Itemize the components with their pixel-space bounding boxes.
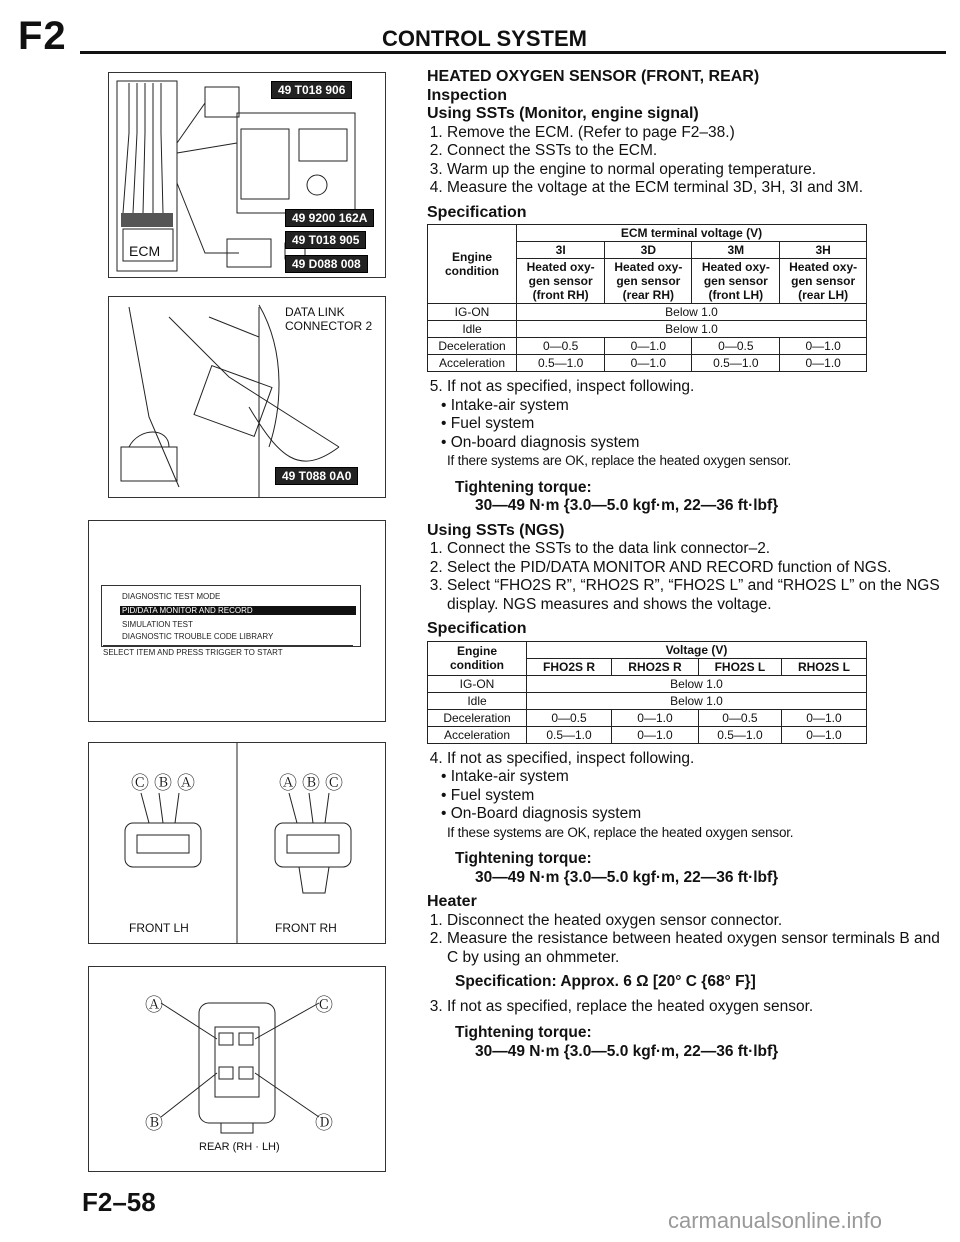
t2-pid: RHO2S R (612, 658, 699, 675)
t1-cell: 0—1.0 (605, 338, 692, 355)
t2-cell: 0.5—1.0 (527, 726, 612, 743)
torque-label: Tightening torque: (455, 1024, 592, 1041)
header-rule (80, 51, 946, 54)
t2-cell: 0—0.5 (527, 709, 612, 726)
bullet: • Intake-air system (453, 397, 947, 416)
page-number: F2–58 (82, 1187, 156, 1217)
t1-group-header: ECM terminal voltage (V) (517, 225, 867, 242)
menu-item-pid-data: PID/DATA MONITOR AND RECORD (120, 606, 356, 615)
bullets1 (427, 397, 947, 453)
heater-step-2: 2. Measure the resistance between heated oxygen sensor terminals B and C by using an ohmmeter. (447, 930, 947, 967)
heater-step-1: 1. Disconnect the heated oxygen sensor connector. (447, 912, 947, 931)
t2-pid: FHO2S L (698, 658, 781, 675)
figure-data-link (108, 296, 386, 498)
t2-cell: 0—1.0 (612, 726, 699, 743)
heater-step3-list (427, 998, 947, 1017)
t1-sensor: Heated oxy-gen sensor (rear LH) (780, 259, 867, 304)
bullets2 (427, 768, 947, 824)
t2-row-label: Deceleration (428, 709, 527, 726)
section-code: F2 (18, 14, 67, 58)
torque-value: 30—49 N·m {3.0—5.0 kgf·m, 22—36 ft·lbf} (475, 1042, 779, 1060)
t1-terminal: 3M (692, 242, 780, 259)
t2-row-label: Idle (428, 692, 527, 709)
torque-value: 30—49 N·m {3.0—5.0 kgf·m, 22—36 ft·lbf} (475, 868, 779, 886)
section-title: HEATED OXYGEN SENSOR (FRONT, REAR) (427, 68, 760, 85)
sst-tag-2: 49 9200 162A (285, 209, 374, 227)
ngs-voltage-table (427, 641, 867, 744)
t2-cell: 0—1.0 (612, 709, 699, 726)
note1: If there systems are OK, replace the heated oxygen sensor. (447, 453, 792, 468)
table-row (428, 355, 867, 372)
rear-pin-a: Ⓐ (145, 995, 163, 1015)
heater-step-3: 3. If not as specified, replace the heated oxygen sensor. (447, 998, 947, 1017)
menu-item-dtc-library: DIAGNOSTIC TROUBLE CODE LIBRARY (122, 632, 274, 641)
front-lh-label: FRONT LH (129, 921, 189, 935)
step2-2: 2. Select the PID/DATA MONITOR AND RECORD function of NGS. (447, 559, 947, 578)
t1-cell: 0.5—1.0 (517, 355, 605, 372)
step5-list (427, 378, 947, 397)
t1-terminal: 3H (780, 242, 867, 259)
ecm-voltage-table (427, 224, 867, 372)
data-link-tag: 49 T088 0A0 (275, 467, 358, 485)
step2-3: 3. Select “FHO2S R”, “RHO2S R”, “FHO2S L” and “RHO2S L” on the NGS display. NGS measures and shows the voltage. (447, 577, 947, 614)
t1-cell: 0.5—1.0 (692, 355, 780, 372)
table-row (428, 675, 867, 692)
t1-cell: Below 1.0 (517, 304, 867, 321)
torque-label: Tightening torque: (455, 478, 592, 496)
figure-ngs-menu (88, 520, 386, 722)
front-rh-pins: Ⓐ Ⓑ Ⓒ (279, 773, 344, 793)
t2-pid: RHO2S L (781, 658, 866, 675)
step1-2: 2. Connect the SSTs to the ECM. (447, 142, 947, 161)
bullet: • Fuel system (453, 787, 947, 806)
note2: If these systems are OK, replace the heated oxygen sensor. (447, 824, 794, 840)
steps2-list (427, 540, 947, 614)
figure-rear-connector (88, 966, 386, 1172)
front-rh-label: FRONT RH (275, 921, 337, 935)
table-row (428, 692, 867, 709)
bullet: • Fuel system (453, 415, 947, 434)
t1-sensor: Heated oxy-gen sensor (front LH) (692, 259, 780, 304)
table-row (428, 726, 867, 743)
menu-item-diagnostic-test: DIAGNOSTIC TEST MODE (122, 592, 221, 601)
step2-1: 1. Connect the SSTs to the data link connector–2. (447, 540, 947, 559)
step5: 5. If not as specified, inspect following. (447, 378, 947, 397)
figure-front-connectors (88, 742, 386, 944)
t2-cell: 0—0.5 (698, 709, 781, 726)
t1-cell: 0—1.0 (780, 355, 867, 372)
bullet: • On-board diagnosis system (453, 434, 947, 453)
t1-row-label: Acceleration (428, 355, 517, 372)
ngs-menu-screen (101, 585, 361, 647)
rear-pin-d: Ⓓ (315, 1113, 333, 1133)
rear-pin-c: Ⓒ (315, 995, 333, 1015)
torque-3 (455, 1024, 947, 1061)
page-title: CONTROL SYSTEM (382, 26, 587, 51)
steps1-list (427, 124, 947, 198)
torque-1 (455, 479, 947, 516)
ecm-label: ECM (129, 243, 161, 259)
t1-cell: 0—0.5 (692, 338, 780, 355)
t2-pid: FHO2S R (527, 658, 612, 675)
front-lh-pins: Ⓒ Ⓑ Ⓐ (131, 773, 196, 793)
t1-terminal: 3D (605, 242, 692, 259)
t2-row-label: Acceleration (428, 726, 527, 743)
t1-row-label: IG-ON (428, 304, 517, 321)
heater-steps (427, 912, 947, 968)
spec-label-1: Specification (427, 203, 527, 221)
menu-item-simulation: SIMULATION TEST (122, 620, 193, 629)
t2-cell: 0—1.0 (781, 726, 866, 743)
rear-pin-b: Ⓑ (145, 1113, 163, 1133)
table-row (428, 709, 867, 726)
section-subtitle: Inspection (427, 86, 508, 104)
t1-sensor: Heated oxy-gen sensor (front RH) (517, 259, 605, 304)
rear-label: REAR (RH · LH) (199, 1141, 280, 1153)
step4b: 4. If not as specified, inspect following. (447, 750, 947, 769)
sst-tag-1: 49 T018 906 (271, 81, 352, 99)
torque-label: Tightening torque: (455, 850, 592, 867)
spec-label-2: Specification (427, 620, 527, 637)
torque-2 (455, 850, 947, 887)
step1-3: 3. Warm up the engine to normal operating temperature. (447, 161, 947, 180)
method2-title: Using SSTs (NGS) (427, 521, 565, 539)
heater-title: Heater (427, 893, 477, 910)
t1-engine-condition: Engine condition (428, 225, 517, 304)
data-link-connector-label: DATA LINK CONNECTOR 2 (285, 305, 373, 333)
t1-sensor: Heated oxy-gen sensor (rear RH) (605, 259, 692, 304)
table-row (428, 321, 867, 338)
bullet: • Intake-air system (453, 768, 947, 787)
figure-sst-ecm (108, 72, 386, 278)
t1-cell: Below 1.0 (517, 321, 867, 338)
menu-footer: SELECT ITEM AND PRESS TRIGGER TO START (103, 645, 353, 657)
t2-engine-condition: Engine condition (428, 641, 527, 675)
t2-cell: 0.5—1.0 (698, 726, 781, 743)
torque-value: 30—49 N·m {3.0—5.0 kgf·m, 22—36 ft·lbf} (475, 497, 779, 514)
content-column (427, 68, 947, 1061)
table-row (428, 338, 867, 355)
t1-cell: 0—0.5 (517, 338, 605, 355)
t2-cell: Below 1.0 (527, 692, 867, 709)
step1-4: 4. Measure the voltage at the ECM terminal 3D, 3H, 3I and 3M. (447, 179, 947, 198)
step1-1: 1. Remove the ECM. (Refer to page F2–38.) (447, 124, 947, 143)
table-row (428, 304, 867, 321)
sst-tag-3: 49 T018 905 (285, 231, 366, 249)
t2-cell: 0—1.0 (781, 709, 866, 726)
t1-terminal: 3I (517, 242, 605, 259)
t2-cell: Below 1.0 (527, 675, 867, 692)
t2-row-label: IG-ON (428, 675, 527, 692)
t1-row-label: Deceleration (428, 338, 517, 355)
sst-tag-4: 49 D088 008 (285, 255, 368, 273)
bullet: • On-Board diagnosis system (453, 805, 947, 824)
t1-cell: 0—1.0 (605, 355, 692, 372)
t2-group-header: Voltage (V) (527, 641, 867, 658)
step4b-list (427, 750, 947, 769)
t1-row-label: Idle (428, 321, 517, 338)
method1-title: Using SSTs (Monitor, engine signal) (427, 105, 699, 122)
heater-spec: Specification: Approx. 6 Ω [20° C {68° F}] (455, 973, 756, 990)
t1-cell: 0—1.0 (780, 338, 867, 355)
watermark: carmanualsonline.info (668, 1208, 883, 1233)
